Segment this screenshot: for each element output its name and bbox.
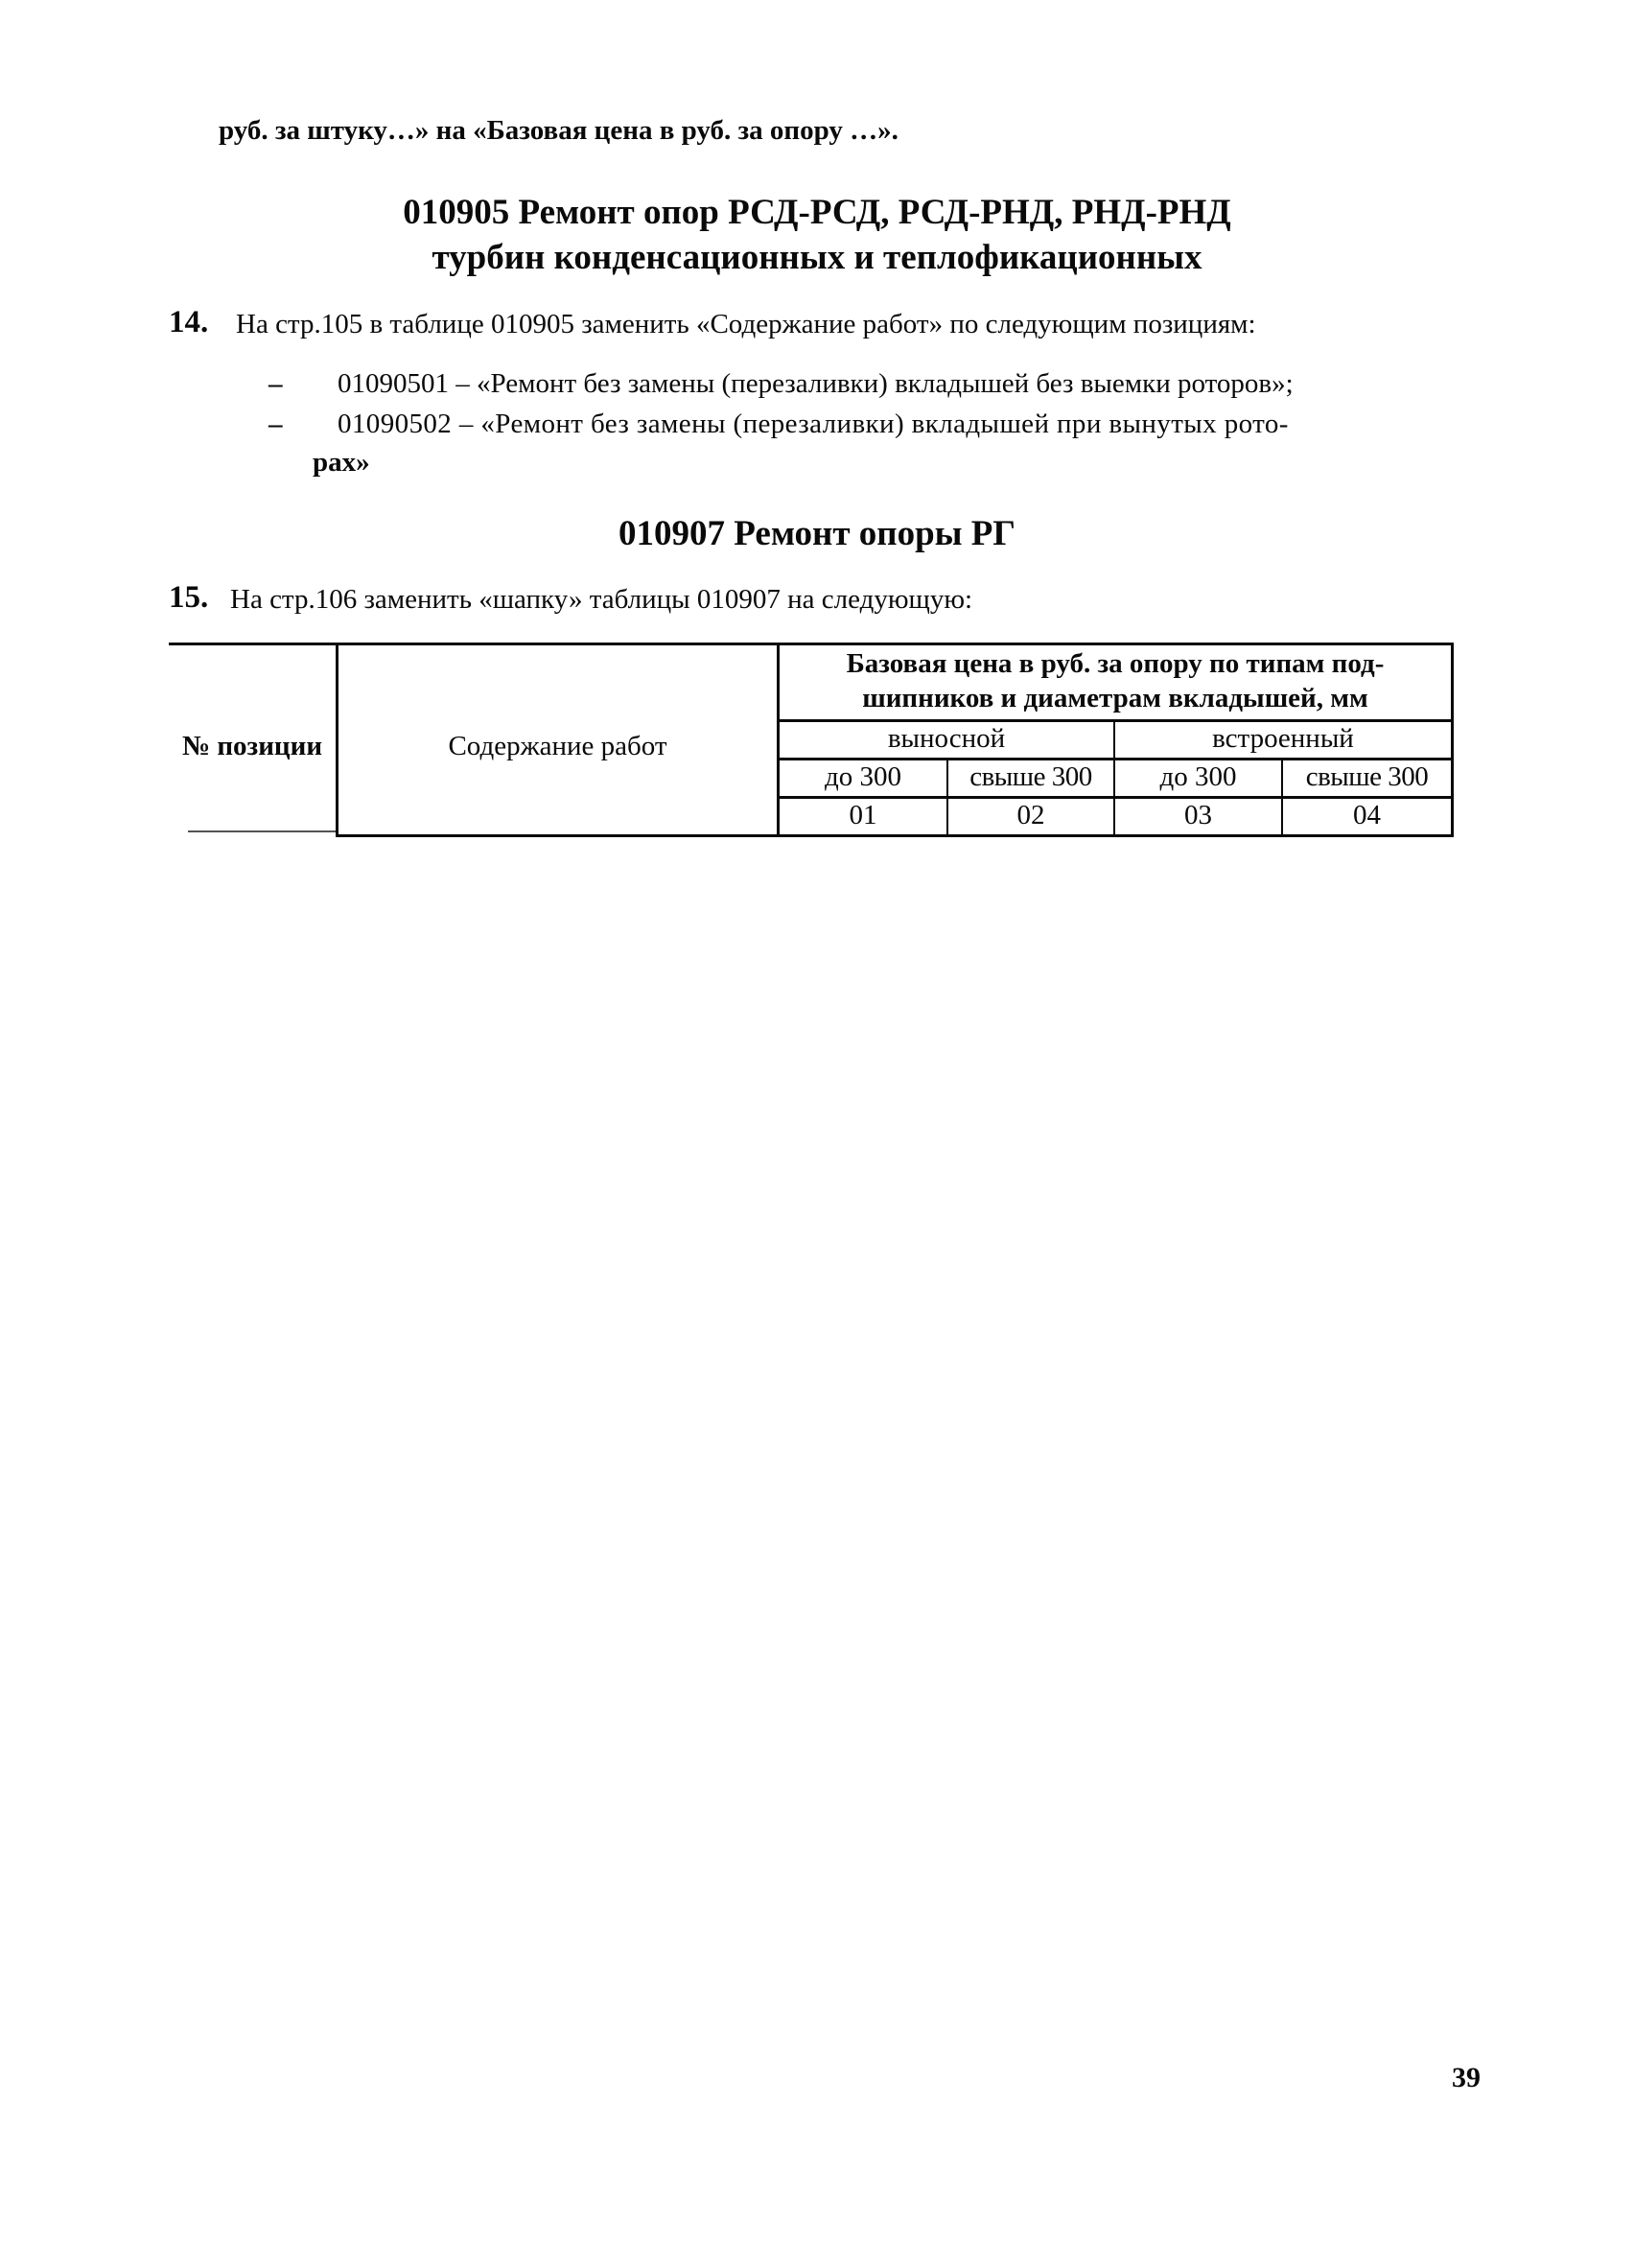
col-header-work-content: Содержание работ: [448, 731, 667, 761]
subgroup-external: выносной: [887, 723, 1006, 754]
bullet-dash: –: [268, 368, 283, 399]
sub-col-up-to-300-b: до 300: [1159, 761, 1237, 792]
col-code-04: 04: [1353, 800, 1381, 830]
item-number-14: 14.: [169, 305, 209, 339]
col-code-02: 02: [1016, 800, 1045, 830]
sub-col-up-to-300-a: до 300: [824, 761, 901, 792]
bullet-item-01090501: 01090501 – «Ремонт без замены (перезаливки) вкладышей без выемки роторов»;: [338, 368, 1294, 399]
section-title-010905-line2: турбин конденсационных и теплофикационных: [432, 238, 1202, 277]
table-header-010907: [169, 643, 1454, 840]
group-header-line1: Базовая цена в руб. за опору по типам под-: [846, 648, 1385, 679]
col-code-01: 01: [849, 800, 877, 830]
bullet-item-01090502: 01090502 – «Ремонт без замены (перезаливки) вкладышей при вынутых рото-: [338, 409, 1289, 439]
section-title-010905-line1: 010905 Ремонт опор РСД-РСД, РСД-РНД, РНД-РНД: [403, 193, 1231, 232]
page-number: 39: [1452, 2062, 1481, 2093]
sub-col-over-300-b: свыше 300: [1305, 761, 1429, 792]
sub-col-over-300-a: свыше 300: [969, 761, 1092, 792]
bullet-item-01090502-continuation: рах»: [313, 447, 370, 478]
section-title-010907: 010907 Ремонт опоры РГ: [619, 514, 1015, 553]
paragraph-item-15: На стр.106 заменить «шапку» таблицы 010907 на следующую:: [230, 584, 973, 615]
group-header-line2: шипников и диаметрам вкладышей, мм: [862, 683, 1368, 713]
col-header-position-number: № позиции: [181, 731, 323, 761]
bullet-dash: –: [268, 409, 283, 439]
subgroup-built-in: встроенный: [1212, 723, 1354, 754]
intro-line: руб. за штуку…» на «Базовая цена в руб. за опору …».: [219, 115, 899, 146]
paragraph-item-14: На стр.105 в таблице 010905 заменить «Содержание работ» по следующим позициям:: [236, 309, 1256, 339]
item-number-15: 15.: [169, 580, 209, 615]
col-code-03: 03: [1184, 800, 1212, 830]
